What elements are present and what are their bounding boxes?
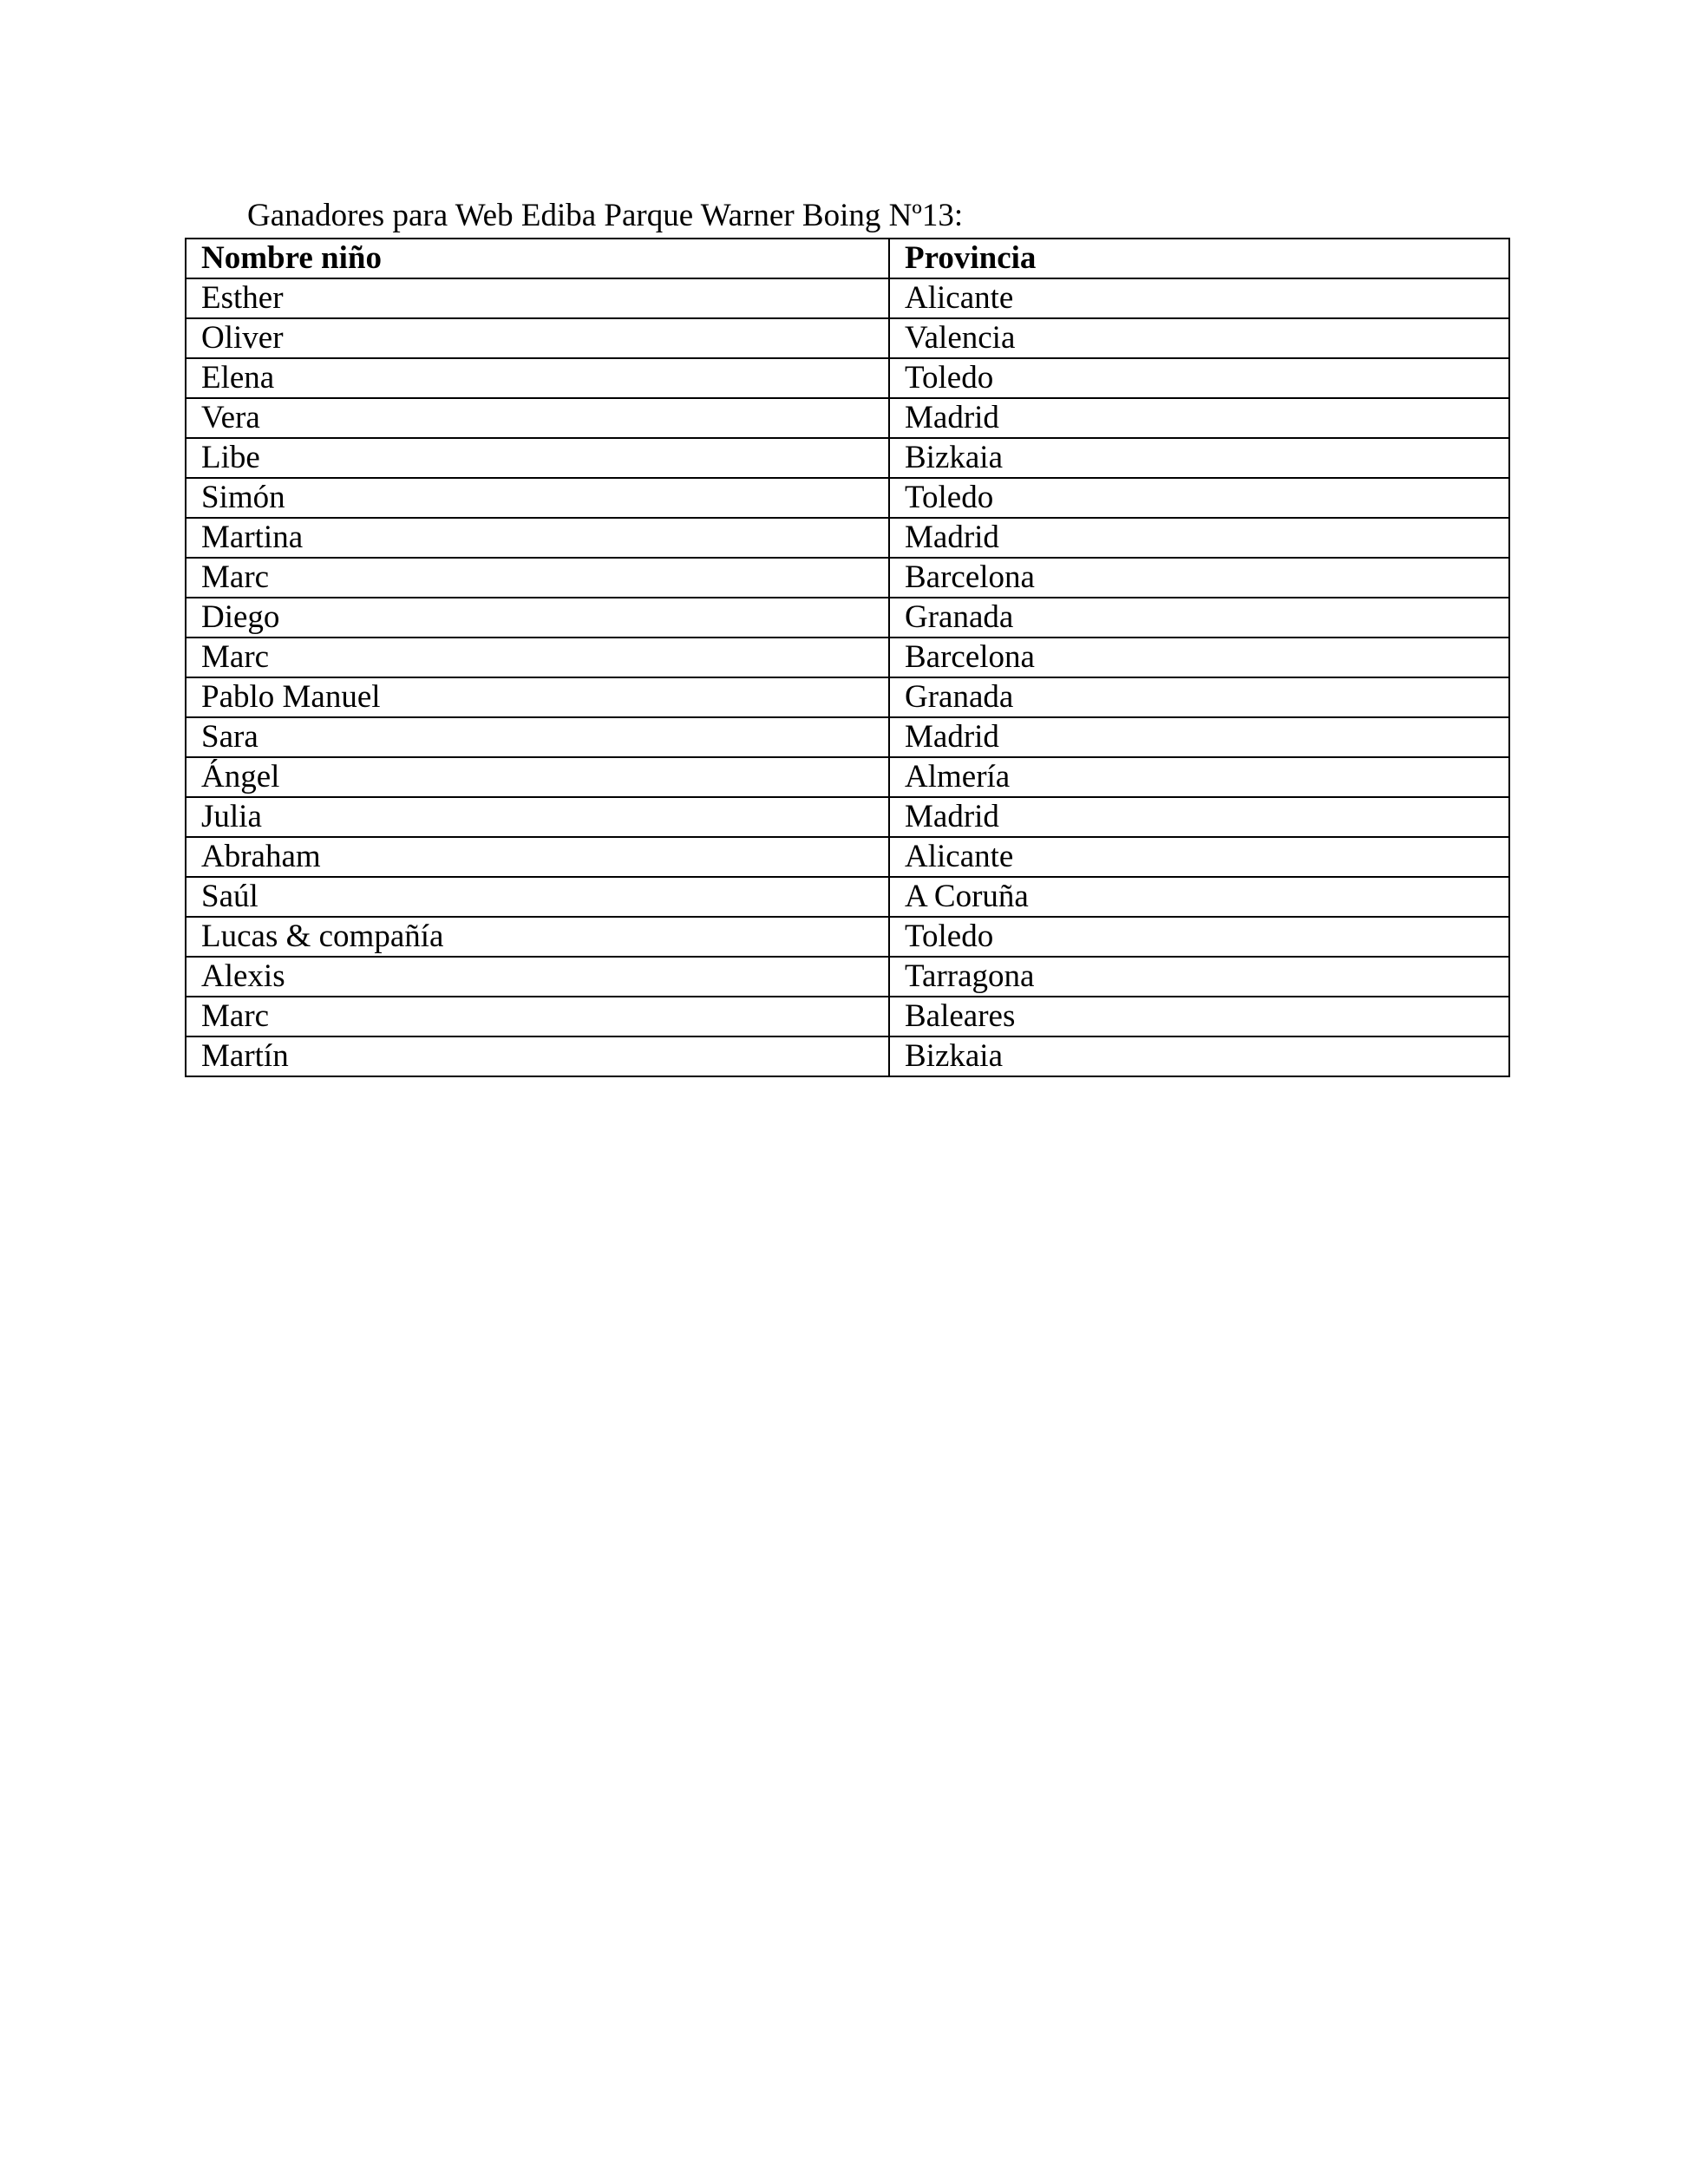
table-header-row [186, 239, 1509, 278]
cell-province: Almería [889, 757, 1509, 797]
table-row [186, 278, 1509, 318]
table-row [186, 917, 1509, 957]
cell-name: Vera [186, 398, 889, 438]
cell-name: Saúl [186, 877, 889, 917]
cell-name: Martina [186, 518, 889, 558]
cell-name: Oliver [186, 318, 889, 358]
cell-name: Diego [186, 598, 889, 638]
cell-province: Barcelona [889, 558, 1509, 598]
table-row [186, 558, 1509, 598]
table-row [186, 478, 1509, 518]
cell-province: Alicante [889, 837, 1509, 877]
cell-province: Madrid [889, 398, 1509, 438]
cell-name: Elena [186, 358, 889, 398]
cell-province: Toledo [889, 358, 1509, 398]
table-row [186, 797, 1509, 837]
table-row [186, 438, 1509, 478]
cell-name: Marc [186, 997, 889, 1036]
cell-name: Esther [186, 278, 889, 318]
table-row [186, 837, 1509, 877]
cell-province: A Coruña [889, 877, 1509, 917]
cell-province: Tarragona [889, 957, 1509, 997]
table-row [186, 518, 1509, 558]
cell-name: Lucas & compañía [186, 917, 889, 957]
cell-name: Marc [186, 638, 889, 677]
table-row [186, 677, 1509, 717]
cell-province: Madrid [889, 797, 1509, 837]
cell-name: Alexis [186, 957, 889, 997]
table-row [186, 398, 1509, 438]
table-row [186, 757, 1509, 797]
table-row [186, 598, 1509, 638]
cell-province: Granada [889, 598, 1509, 638]
table-row [186, 638, 1509, 677]
cell-name: Julia [186, 797, 889, 837]
cell-province: Valencia [889, 318, 1509, 358]
cell-name: Libe [186, 438, 889, 478]
cell-province: Barcelona [889, 638, 1509, 677]
table-row [186, 997, 1509, 1036]
header-name: Nombre niño [186, 239, 889, 278]
table-row [186, 318, 1509, 358]
document-title: Ganadores para Web Ediba Parque Warner Boing Nº13: [247, 198, 964, 233]
cell-name: Pablo Manuel [186, 677, 889, 717]
cell-province: Baleares [889, 997, 1509, 1036]
cell-province: Toledo [889, 917, 1509, 957]
cell-province: Madrid [889, 717, 1509, 757]
table-row [186, 957, 1509, 997]
cell-province: Toledo [889, 478, 1509, 518]
cell-name: Ángel [186, 757, 889, 797]
cell-name: Abraham [186, 837, 889, 877]
header-province: Provincia [889, 239, 1509, 278]
table-row [186, 1036, 1509, 1076]
table-row [186, 717, 1509, 757]
cell-province: Bizkaia [889, 1036, 1509, 1076]
cell-province: Madrid [889, 518, 1509, 558]
cell-province: Granada [889, 677, 1509, 717]
cell-name: Simón [186, 478, 889, 518]
table-row [186, 358, 1509, 398]
cell-province: Bizkaia [889, 438, 1509, 478]
cell-province: Alicante [889, 278, 1509, 318]
table-row [186, 877, 1509, 917]
cell-name: Sara [186, 717, 889, 757]
cell-name: Martín [186, 1036, 889, 1076]
winners-table [185, 238, 1510, 1077]
cell-name: Marc [186, 558, 889, 598]
